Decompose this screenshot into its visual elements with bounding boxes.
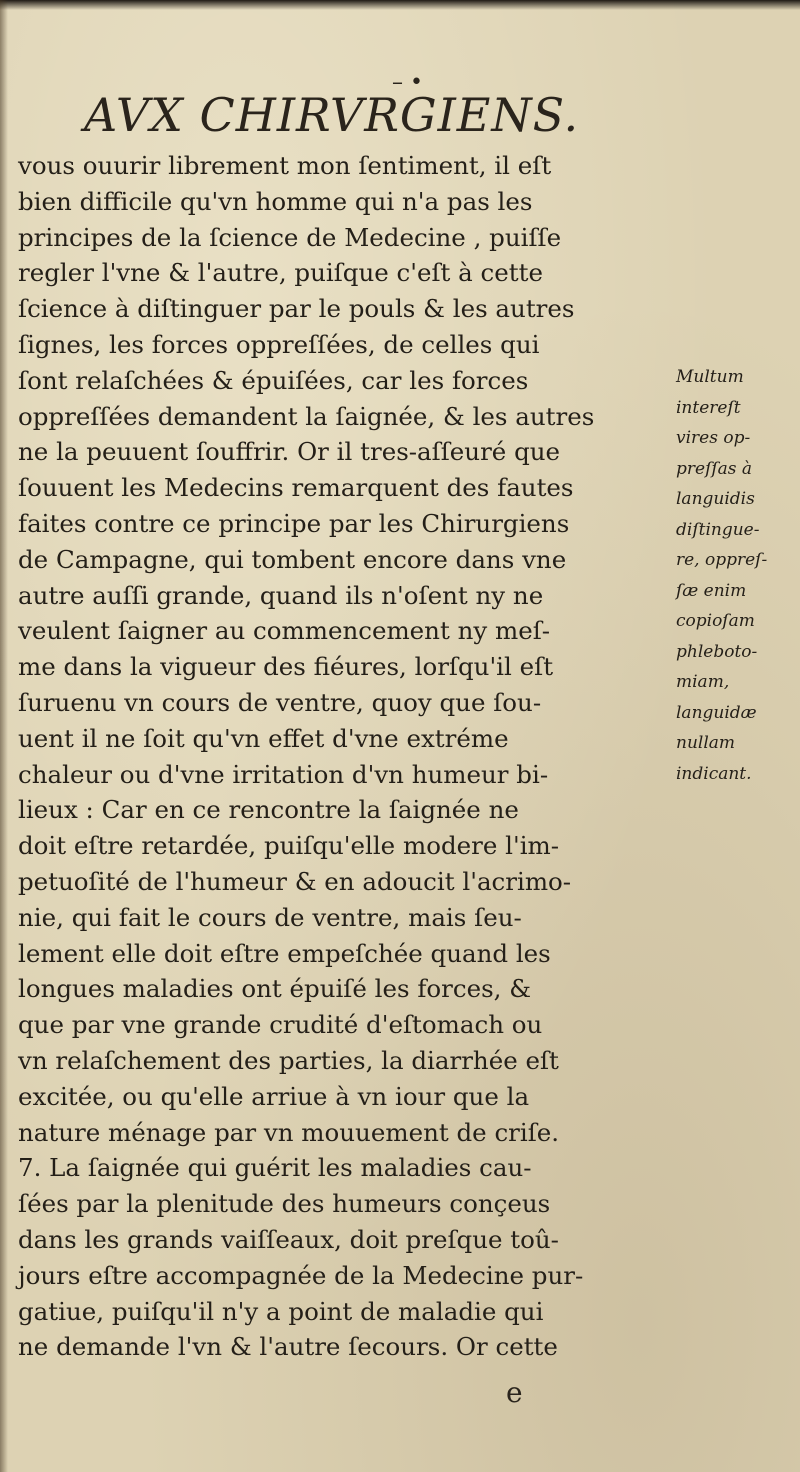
text-line: ſées par la plenitude des humeurs conçeus [18, 1189, 551, 1219]
margin-line: phleboto- [676, 641, 758, 662]
margin-line: vires op- [676, 428, 751, 448]
text-line: regler l'vne & l'autre, puiſque c'eſt à cette [18, 258, 543, 288]
text-line: uent il ne ſoit qu'vn effet d'vne extréme [18, 723, 509, 753]
text-line: longues maladies ont épuiſé les forces, & [18, 974, 532, 1004]
text-line: me dans la vigueur des fiéures, lorſqu'il eſt [18, 652, 554, 682]
text-line: ne demande l'vn & l'autre ſecours. Or cette [18, 1332, 558, 1362]
page-gutter-shadow [0, 0, 8, 1472]
marginal-note [676, 362, 796, 789]
margin-line: diſtingue- [676, 519, 760, 540]
text-line: gatiue, puiſqu'il n'y a point de maladie qui [18, 1296, 544, 1326]
margin-line: indicant. [676, 763, 752, 784]
margin-line: nullam [676, 733, 736, 753]
margin-line: re, oppreſ- [676, 550, 768, 570]
text-line: vous ouurir librement mon ſentiment, il eſt [18, 151, 552, 180]
text-line: principes de la ſcience de Medecine , puiſſe [18, 222, 562, 252]
margin-line: intereſt [676, 397, 741, 418]
margin-line: copioſam [676, 611, 755, 631]
margin-line: languidis [676, 489, 755, 509]
text-line: dans les grands vaiſſeaux, doit preſque toû- [18, 1224, 559, 1254]
running-header: AVX CHIRVRGIENS. [84, 88, 580, 142]
text-line: ſuruenu vn cours de ventre, quoy que ſou- [18, 687, 542, 717]
text-line: oppreſſées demandent la ſaignée, & les autres [18, 401, 595, 431]
margin-line: ſæ enim [676, 580, 747, 601]
text-line: ſcience à diſtinguer par le pouls & les autres [18, 294, 575, 324]
text-line: chaleur ou d'vne irritation d'vn humeur bi- [18, 759, 549, 789]
text-line: jours eſtre accompagnée de la Medecine pur- [18, 1260, 584, 1290]
text-line: nature ménage par vn mouuement de criſe. [18, 1117, 560, 1147]
margin-line: preſſas à [676, 458, 753, 479]
catchword: e [506, 1376, 523, 1409]
text-line: ſont relaſchées & épuiſées, car les forces [18, 365, 529, 395]
text-line: faites contre ce principe par les Chirurgiens [18, 508, 570, 538]
margin-line: miam, [676, 672, 730, 692]
text-line: lieux : Car en ce rencontre la ſaignée ne [18, 795, 519, 825]
header-ornament: – • [392, 70, 423, 95]
text-line: que par vne grande crudité d'eſtomach ou [18, 1010, 543, 1040]
text-line: 7. La ſaignée qui guérit les maladies cau- [18, 1153, 532, 1183]
text-line: excitée, ou qu'elle arriue à vn iour que la [18, 1081, 530, 1111]
margin-line: Multum [676, 367, 744, 387]
text-line: vn relaſchement des parties, la diarrhée eſt [18, 1045, 559, 1075]
text-line: ſignes, les forces oppreſſées, de celles qui [18, 329, 540, 359]
text-line: lement elle doit eſtre empeſchée quand les [18, 938, 551, 968]
text-line: petuoſité de l'humeur & en adoucit l'acrimo- [18, 866, 572, 896]
main-text-block [18, 148, 678, 1365]
margin-line: languidæ [676, 702, 757, 723]
text-line: autre auſſi grande, quand ils n'oſent ny ne [18, 580, 544, 610]
text-line: ſouuent les Medecins remarquent des fautes [18, 473, 574, 503]
text-line: veulent ſaigner au commencement ny meſ- [18, 616, 551, 646]
text-line: nie, qui fait le cours de ventre, mais ſeu- [18, 902, 522, 932]
text-line: ne la peuuent ſouffrir. Or il tres-aſſeuré que [18, 437, 561, 467]
text-line: doit eſtre retardée, puiſqu'elle modere l'im- [18, 831, 560, 861]
text-line: bien difficile qu'vn homme qui n'a pas les [18, 186, 533, 216]
page-top-edge [0, 0, 800, 10]
text-line: de Campagne, qui tombent encore dans vne [18, 544, 567, 574]
